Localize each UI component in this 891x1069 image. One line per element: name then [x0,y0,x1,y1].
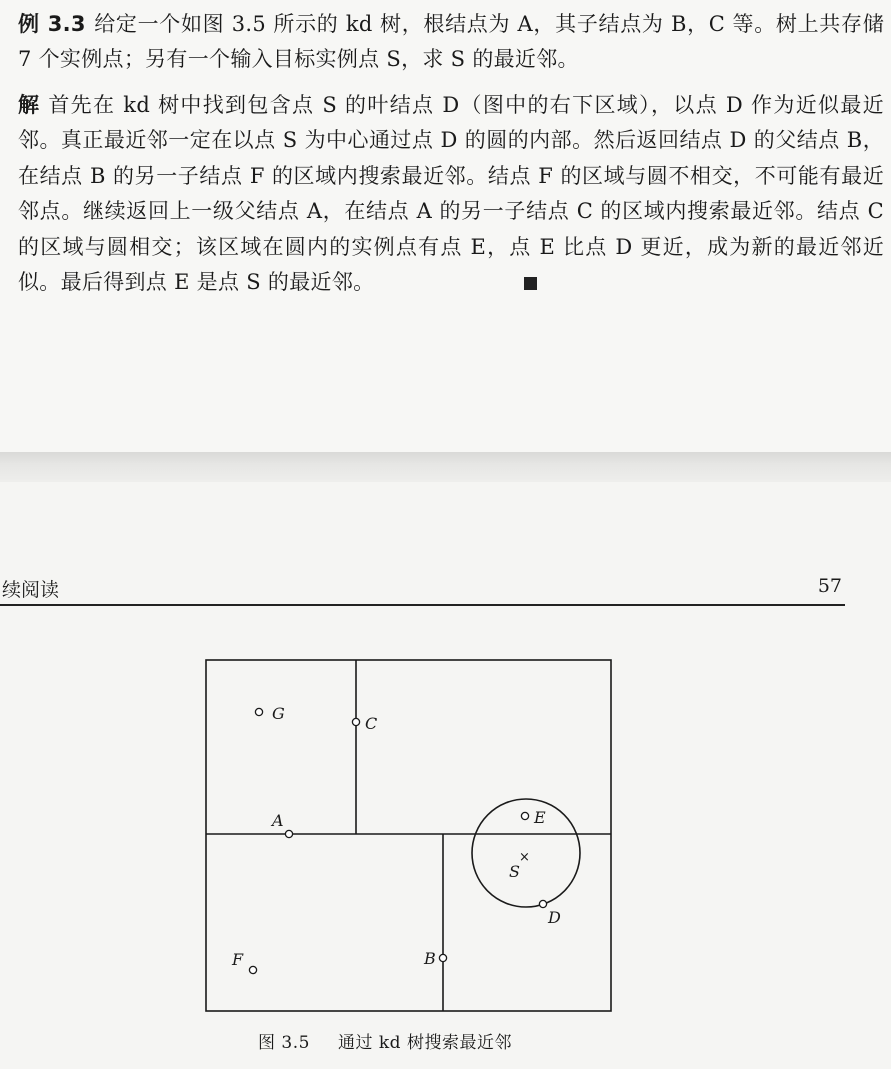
label-g: G [272,704,285,723]
point-g [255,708,262,715]
figure-caption [258,1028,512,1053]
target-marker: × [519,850,530,865]
section-name: 续阅读 [2,579,60,601]
solution-text: 首先在 kd 树中找到包含点 S 的叶结点 D（图中的右下区域），以点 D 作为近似最近邻。真正最近邻一定在以点 S 为中心通过点 D 的圆的内部。然后返回结点 D 的父结点 B，在结点 B 的另一子结点 F 的区域内搜索最近邻。结点 F 的区域与圆不相交，不可能有最近邻点。继续返回上一级父结点 A，在结点 A 的另一子结点 C 的区域内搜索最近邻。结点 C 的区域与圆相交；该区域在圆内的实例点有点 E，点 E 比点 D 更近，成为新的最近邻近似。最后得到点 E 是点 S 的最近邻。 [18,93,884,295]
point-e [521,812,528,819]
figure-frame [206,660,611,1011]
solution-label: 解 [18,93,41,117]
label-s: S [509,862,520,881]
label-c: C [365,714,378,733]
figure-title: 通过 kd 树搜索最近邻 [337,1033,512,1053]
label-d: D [548,908,561,927]
point-d [539,900,546,907]
label-b: B [424,949,436,968]
point-b [439,954,446,961]
example-text: 给定一个如图 3.5 所示的 kd 树，根结点为 A，其子结点为 B，C 等。树上共存储 7 个实例点；另有一个输入目标实例点 S，求 S 的最近邻。 [18,12,885,72]
label-e: E [534,808,546,827]
page-number: 57 [817,575,842,597]
example-label: 例 3.3 [18,12,86,36]
point-c [352,718,359,725]
label-f: F [232,950,244,969]
figure-number: 图 3.5 [258,1033,310,1053]
point-a [285,830,292,837]
label-a: A [272,811,284,830]
point-f [249,966,256,973]
